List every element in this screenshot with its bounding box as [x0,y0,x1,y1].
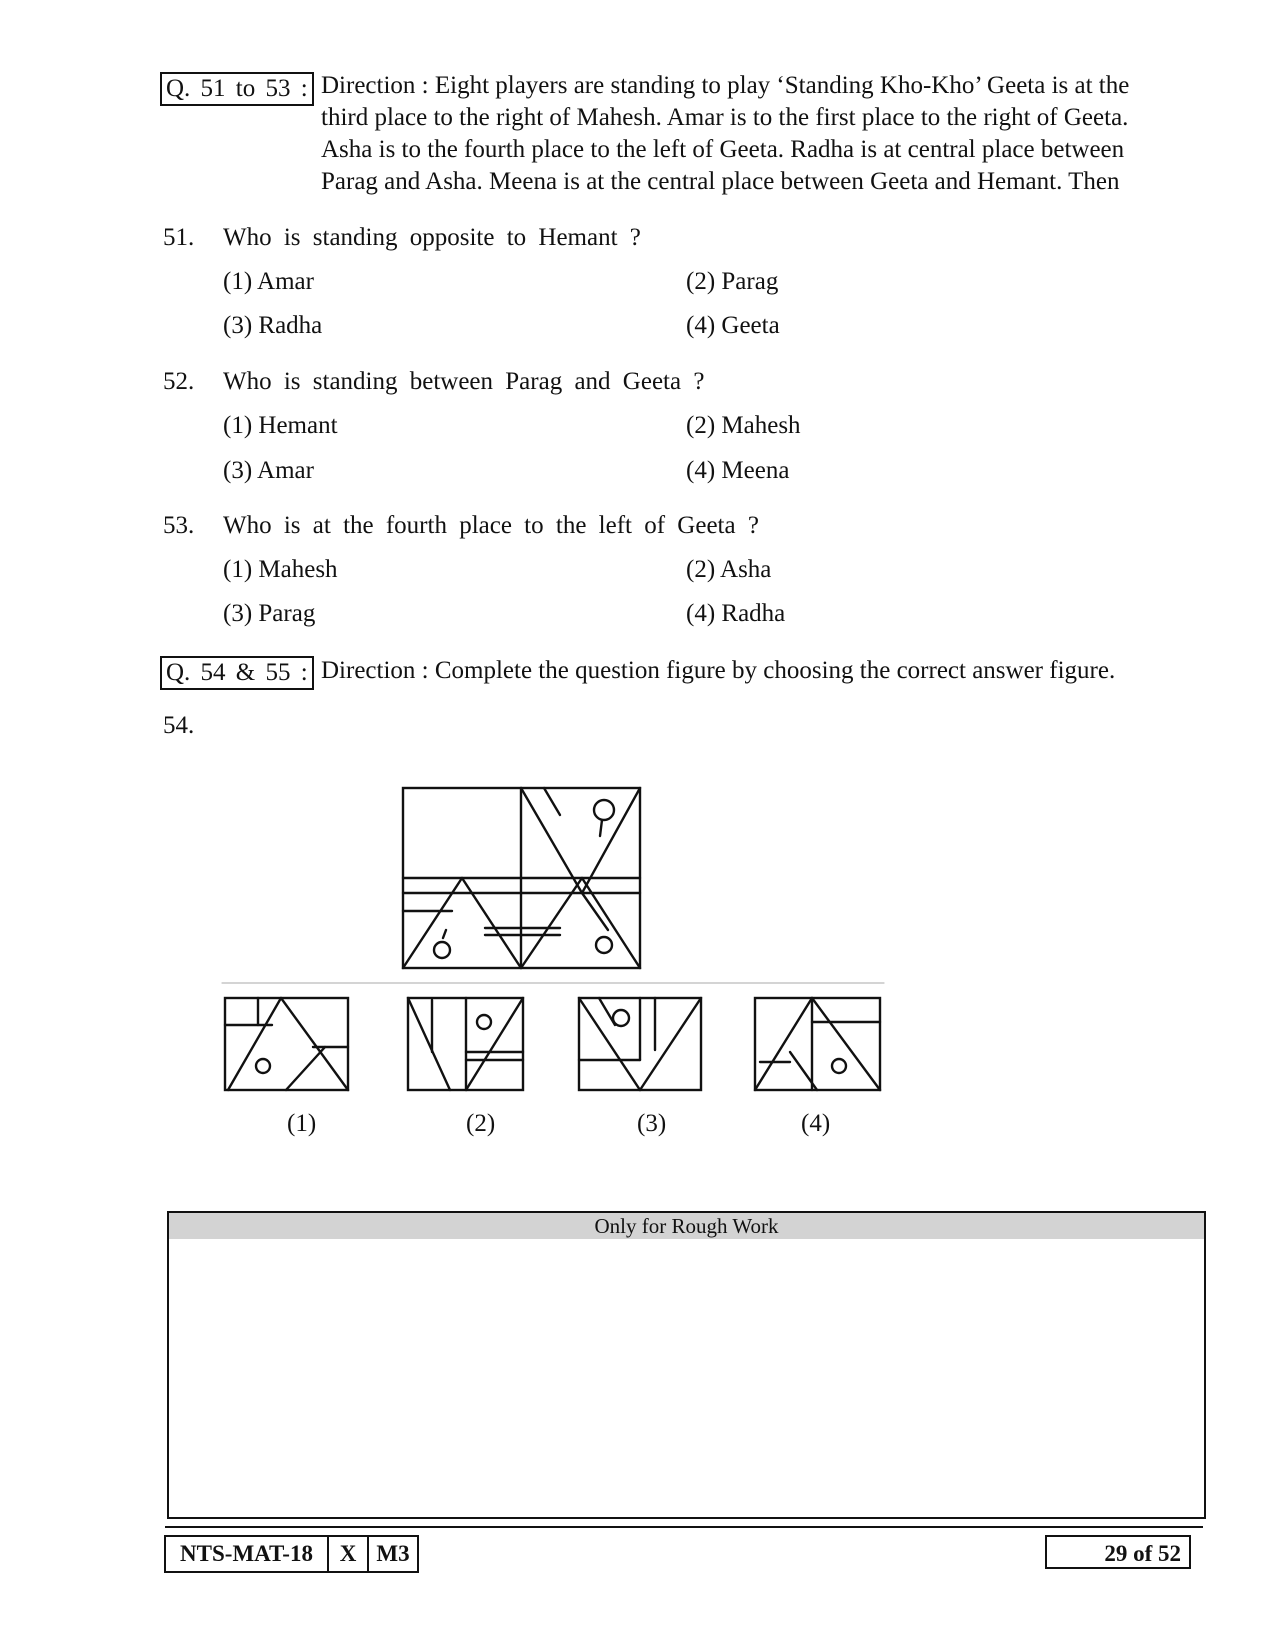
option[interactable]: (3) Amar [223,457,314,484]
rough-work-area[interactable] [167,1211,1206,1519]
option[interactable]: (1) Amar [223,268,314,295]
question-number: 53. [163,512,195,539]
question-text: Who is standing opposite to Hemant ? [223,224,641,251]
direction-text: Direction : Complete the question figure by choosing the correct answer figure. [321,657,1116,684]
question-number: 51. [163,224,195,251]
question-number: 54. [163,712,195,739]
option[interactable]: (2) Mahesh [686,412,801,439]
footer-set: M3 [367,1535,419,1573]
option[interactable]: (3) Radha [223,312,323,339]
answer-label: (2) [466,1110,496,1137]
question-number: 52. [163,368,195,395]
option[interactable]: (2) Parag [686,268,779,295]
direction-line: Direction : Eight players are standing to play ‘Standing Kho-Kho’ Geeta is at the [321,72,1130,99]
footer-divider [165,1526,1203,1528]
question-text: Who is standing between Parag and Geeta ? [223,368,705,395]
direction-label: Q. 51 to 53 : [160,72,314,106]
answer-label: (1) [287,1110,317,1137]
rough-work-title: Only for Rough Work [169,1213,1204,1239]
question-text: Who is at the fourth place to the left of Geeta ? [223,512,759,539]
direction-line: Asha is to the fourth place to the left of Geeta. Radha is at central place between [321,136,1125,163]
option[interactable]: (4) Radha [686,600,786,627]
option[interactable]: (3) Parag [223,600,316,627]
direction-line: Parag and Asha. Meena is at the central place between Geeta and Hemant. Then [321,168,1120,195]
option[interactable]: (1) Mahesh [223,556,338,583]
answer-label: (4) [801,1110,831,1137]
direction-label: Q. 54 & 55 : [160,656,314,690]
direction-line: third place to the right of Mahesh. Amar is to the first place to the right of Geeta. [321,104,1129,131]
footer-class: X [327,1535,369,1573]
option[interactable]: (1) Hemant [223,412,338,439]
option[interactable]: (4) Geeta [686,312,780,339]
footer-code: NTS-MAT-18 [164,1535,329,1573]
option[interactable]: (4) Meena [686,457,790,484]
footer-page-number: 29 of 52 [1045,1535,1191,1569]
answer-label: (3) [637,1110,667,1137]
option[interactable]: (2) Asha [686,556,772,583]
